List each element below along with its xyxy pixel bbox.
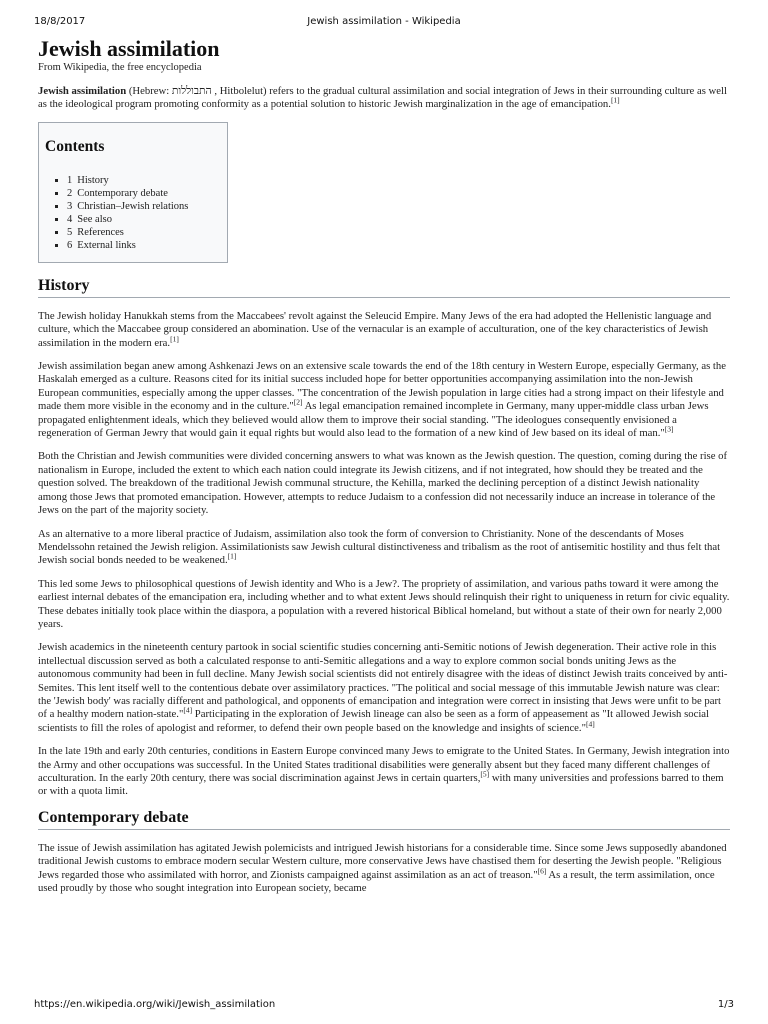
toc-item-external-links[interactable] <box>67 239 227 252</box>
paragraph-text: Jewish academics in the nineteenth century partook in social scientific studies concerning anti-Semitic notions of Jewish degeneration. Their active role in this intellectual discussion served as both a calculated response to anti-Semitic allegations and a way to explore common social bonds uniting Jews as the autonomous community had been in full decline. Many Jewish social scientists did not entirely disagree with the ideas of distinct Jewish traits conceived by anti-Semites. This lent itself well to the contentious debate over assimilatory practices. "The political and social message of this immutable Jewish nature was clear: the 'Jewish body' was racially different and pathological, and opponents of emancipation and integration were correct in insisting that Jews were unfit to be part of a healthy modern nation-state." <box>38 641 728 721</box>
citation-link[interactable]: [4] <box>183 705 193 715</box>
paragraph <box>38 641 730 735</box>
section-heading-contemporary-debate: Contemporary debate <box>38 809 730 830</box>
article-content <box>38 36 730 905</box>
toc-number: 6 <box>67 239 73 251</box>
toc-item-references[interactable] <box>67 226 227 239</box>
toc-label[interactable]: External links <box>77 239 136 251</box>
toc-item-contemporary-debate[interactable] <box>67 187 227 200</box>
paragraph <box>38 842 730 896</box>
lead-paragraph <box>38 85 730 112</box>
toc-label[interactable]: Contemporary debate <box>77 187 168 199</box>
paragraph-text: Participating in the exploration of Jewish lineage can also be seen as a form of appeasement as "It allowed Jewish social scientists to fill the roles of apologist and reformer, to defend their own people based on the knowledge and insights of science." <box>38 708 709 734</box>
citation-link[interactable]: [5] <box>480 769 490 779</box>
paragraph-text: The Jewish holiday Hanukkah stems from the Maccabees' revolt against the Seleucid Empire. Many Jews of the era had adopted the Hellenistic language and culture, which the Maccabee group considered an abomination. Use of the vernacular is an example of acculturation, one of the key characteristics of Jewish assimilation in the modern era. <box>38 309 712 349</box>
paragraph-text: The issue of Jewish assimilation has agitated Jewish polemicists and intrigued Jewish historians for a considerable time. Since some Jews supposedly abandoned traditional Jewish customs to embrace modern secular Western culture, more conservative Jews have chastised them for deserting the Jewish people. "Religious Jews regarded those who assimilated with horror, and Zionists campaigned against assimilation as an act of treason." <box>38 841 727 881</box>
paragraph-text: In the late 19th and early 20th centuries, conditions in Eastern Europe convinced many Jews to emigrate to the United States. In Germany, Jewish integration into the Army and other occupations was successful. In the United States traditional disabilities were generally absent but they faced many different challenges of acculturation. In the early 20th century, there was social discrimination against Jews in certain quarters, <box>38 745 730 784</box>
paragraph: Both the Christian and Jewish communities were divided concerning answers to what was known as the Jewish question. The question, coming during the rise of nationalism in Europe, included the extent to which each nation could integrate its Jewish citizens, and if not integrated, how should they be treated and the question solved. The breakdown of the traditional Jewish communal structure, the Kehilla, marked the declining perception of a distinct Jewish nationality among those Jews that promoted emancipation. However, attempts to reduce Judaism to a confession did not necessarily induce an increase in tolerance of the Jews on the part of the majority society. <box>38 450 728 517</box>
page-title: Jewish assimilation <box>38 36 220 61</box>
citation-link[interactable]: [1] <box>610 95 620 105</box>
toc-label[interactable]: History <box>77 174 109 186</box>
print-url: https://en.wikipedia.org/wiki/Jewish_assimilation <box>34 999 276 1010</box>
paragraph-text: As an alternative to a more liberal practice of Judaism, assimilation also took the form of conversion to Christianity. None of the descendants of Moses Mendelssohn retained the Jewish religion. Assimilationists saw Jewish cultural distinctiveness and tribalism as the root of antisemitic hostility and thus felt that Jewish social bonds needed to be weakened. <box>38 527 721 567</box>
citation-link[interactable]: [3] <box>664 424 674 434</box>
toc-label[interactable]: References <box>77 226 124 238</box>
toc-list <box>45 174 227 252</box>
paragraph-text: Jewish assimilation began anew among Ashkenazi Jews on an extensive scale towards the end of the 18th century in Western Europe, especially Germany, as the Haskalah emerged as a culture. Reasons cited for its initial success included hope for better opportunities accompanying assimilation into the non-Jewish European communities, especially among the upper classes. "The concentration of the Jewish population in large cities had a strong impact on their lifestyle and made them more visible in the economy and in the culture." <box>38 360 726 413</box>
citation-link[interactable]: [1] <box>227 551 237 561</box>
citation-link[interactable]: [6] <box>537 866 547 876</box>
toc-number: 3 <box>67 200 73 212</box>
toc-title: Contents <box>45 137 105 155</box>
citation-link[interactable]: [1] <box>170 334 179 344</box>
paragraph <box>38 528 730 568</box>
toc-number: 4 <box>67 213 73 225</box>
toc-item-history[interactable] <box>67 174 227 187</box>
toc-label[interactable]: See also <box>77 213 112 225</box>
lead-term: Jewish assimilation <box>38 85 127 97</box>
toc-label[interactable]: Christian–Jewish relations <box>77 200 189 212</box>
paragraph <box>38 360 730 440</box>
citation-link[interactable]: [4] <box>585 719 595 729</box>
paragraph-text: As a result, the term assimilation, once used proudly by those who sought integration into European society, became <box>38 868 715 895</box>
print-title: Jewish assimilation - Wikipedia <box>307 16 461 27</box>
print-date: 18/8/2017 <box>34 16 86 27</box>
print-header <box>34 16 734 27</box>
paragraph-text: As legal emancipation remained incomplete in Germany, many upper-middle class urban Jews propagated enlightenment ideals, which they believed would allow them to improve their social standing. "The ideologues consequently envisioned a regeneration of German Jewry that would gain it equal rights but would also lead to the formation of a new kind of Jew based on its ideal of man." <box>38 400 709 440</box>
citation-link[interactable]: [2] <box>293 397 303 407</box>
paragraph <box>38 745 730 799</box>
site-tagline: From Wikipedia, the free encyclopedia <box>38 62 202 73</box>
toc-item-christian-jewish-relations[interactable] <box>67 200 227 213</box>
section-heading-history: History <box>38 277 730 298</box>
print-page-number: 1/3 <box>717 999 734 1010</box>
paragraph <box>38 310 730 350</box>
toc-number: 2 <box>67 187 73 199</box>
toc-number: 1 <box>67 174 73 186</box>
toc-number: 5 <box>67 226 73 238</box>
toc-item-see-also[interactable] <box>67 213 227 226</box>
print-footer <box>34 999 734 1010</box>
paragraph: This led some Jews to philosophical questions of Jewish identity and Who is a Jew?. The propriety of assimilation, and various paths toward it were among the earliest internal debates of the emancipation era, including whether and to what extent Jews should relinquish their right to uniqueness in return for civic equality. These debates initially took place within the diaspora, a population with a revered historical Biblical homeland, but without a state of their own for nearly 2,000 years. <box>38 577 730 630</box>
paragraph-text: with many universities and professions barred to them or with a quota limit. <box>38 772 724 798</box>
table-of-contents <box>38 122 228 263</box>
lead-text: (Hebrew: התבוללות , Hitbolelut) refers to the gradual cultural assimilation and social integration of Jews in their surrounding culture as well as the ideological program promoting conformity as a potential solution to historic Jewish marginalization in the age of emancipation. <box>38 85 727 111</box>
